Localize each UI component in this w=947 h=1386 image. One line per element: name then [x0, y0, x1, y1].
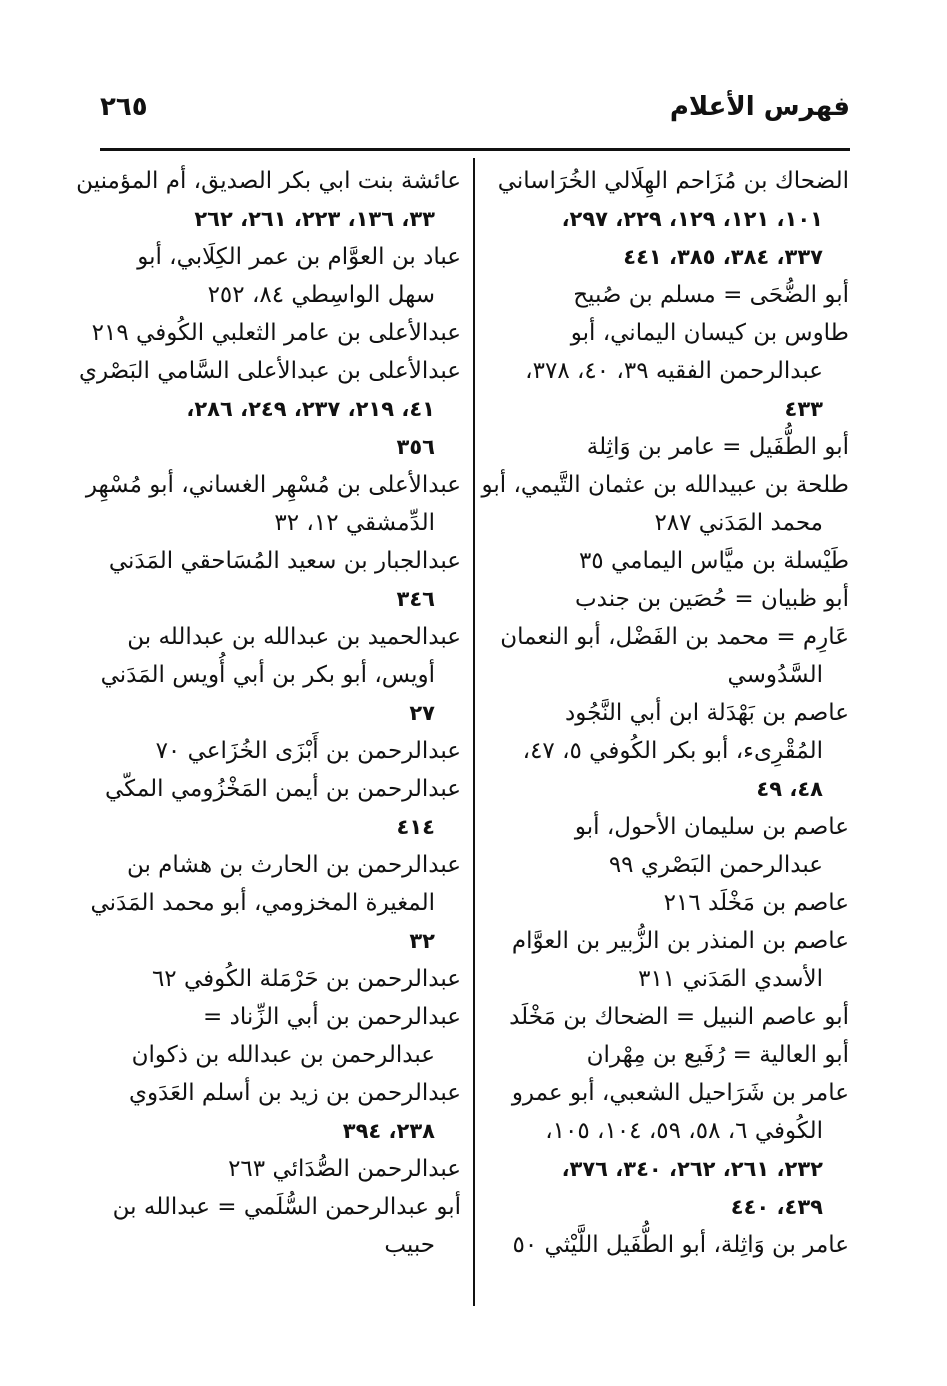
index-entry — [487, 998, 849, 1036]
index-entry-continuation: الكُوفي ٦، ٥٨، ٥٩، ١٠٤، ١٠٥، — [545, 1118, 823, 1144]
index-entry-continuation: المغيرة المخزومي، أبو محمد المَدَني — [90, 890, 435, 916]
index-entry-heading: عبدالحميد بن عبدالله بن عبدالله بن — [127, 624, 461, 650]
index-entry-continuation: ٢٣٨، ٣٩٤ — [342, 1119, 435, 1143]
index-entry-continuation: ٣٣، ١٣٦، ٢٢٣، ٢٦١، ٢٦٢ — [194, 207, 435, 231]
index-entry-heading: عبدالأعلى بن عامر الثعلبي الكُوفي ٢١٩ — [91, 320, 461, 346]
index-entry — [487, 922, 849, 998]
index-entry-heading: طاوس بن كيسان اليماني، أبو — [570, 320, 849, 346]
index-entry-heading: عبدالرحمن بن أَبْزَى الخُزَاعي ٧٠ — [155, 738, 461, 764]
index-entry — [487, 314, 849, 428]
index-entry-heading: عامر بن وَاثِلة، أبو الطُّفَيل اللَّيْثي ٥٠ — [512, 1232, 849, 1258]
index-entry — [78, 352, 461, 466]
index-column-right — [481, 162, 849, 1264]
index-entry-heading: أبو الطُّفَيل = عامر بن وَاثِلة — [586, 434, 849, 460]
index-entry — [487, 580, 849, 618]
index-entry — [99, 960, 461, 998]
index-entry-continuation: ٣٥٦ — [396, 435, 435, 459]
index-entry-continuation: ٣٣٧، ٣٨٤، ٣٨٥، ٤٤١ — [623, 245, 823, 269]
index-entry — [99, 998, 461, 1074]
index-entry — [487, 618, 849, 694]
index-entry-heading: أبو عاصم النبيل = الضحاك بن مَخْلَد — [509, 1004, 849, 1030]
index-entry-heading: عبدالرحمن بن أبي الزِّناد = — [203, 1004, 461, 1030]
index-entry-heading: طَيْسلة بن ميَّاس اليمامي ٣٥ — [578, 548, 849, 574]
running-title: فهرس الأعلام — [669, 92, 850, 122]
index-entry — [487, 428, 849, 466]
index-entry-heading: عبدالجبار بن سعيد المُسَاحقي المَدَني — [108, 548, 461, 574]
index-entry — [99, 770, 461, 846]
index-entry — [487, 276, 849, 314]
index-entry — [99, 1150, 461, 1188]
index-entry — [487, 542, 849, 580]
index-entry-continuation: السَّدُوسي — [727, 662, 823, 688]
index-entry-continuation: ١٠١، ١٢١، ١٢٩، ٢٢٩، ٢٩٧، — [561, 207, 823, 231]
index-entry — [99, 618, 461, 732]
index-entry-heading: عبدالرحمن الصُّدَائي ٢٦٣ — [228, 1156, 461, 1182]
index-entry-continuation: الدِّمشقي ١٢، ٣٢ — [274, 510, 435, 536]
index-entry — [487, 1074, 849, 1226]
index-entry-heading: عبدالرحمن بن أيمن المَخْزُومي المكّي — [105, 776, 461, 802]
index-entry-heading: عباد بن العوَّام بن عمر الكِلَابي، أبو — [137, 244, 461, 270]
index-entry-continuation: ٣٤٦ — [396, 587, 435, 611]
index-entry — [99, 732, 461, 770]
index-entry-continuation: ٣٢ — [409, 929, 435, 953]
index-entry-continuation: ٤٣٩، ٤٤٠ — [730, 1195, 823, 1219]
index-entry-heading: أبو عبدالرحمن السُّلَمي = عبدالله بن — [112, 1194, 461, 1220]
index-entry-heading: عبدالأعلى بن عبدالأعلى السَّامي البَصْري — [78, 358, 461, 384]
index-entry-continuation: الأسدي المَدَني ٣١١ — [638, 966, 823, 992]
index-entry-continuation: عبدالرحمن البَصْري ٩٩ — [608, 852, 823, 878]
index-entry-heading: عائشة بنت ابي بكر الصديق، أم المؤمنين — [76, 168, 461, 194]
index-entry — [99, 1188, 461, 1264]
index-entry-continuation: ٤٣٣ — [784, 397, 823, 421]
index-entry — [91, 314, 461, 352]
index-entry — [487, 1226, 849, 1264]
index-entry — [76, 162, 461, 238]
index-entry-continuation: ٤١٤ — [396, 815, 435, 839]
page-number: ٢٦٥ — [100, 92, 148, 122]
index-entry-continuation: المُقْرِىء، أبو بكر الكُوفي ٥، ٤٧، — [522, 738, 823, 764]
index-entry-continuation: حبيب — [384, 1232, 435, 1258]
index-entry-heading: عاصم بن سليمان الأحول، أبو — [574, 814, 849, 840]
index-entry — [90, 846, 461, 960]
index-entry-heading: عبدالأعلى بن مُسْهِر الغساني، أبو مُسْهِر — [85, 472, 461, 498]
index-entry-continuation: عبدالرحمن بن عبدالله بن ذكوان — [131, 1042, 435, 1068]
index-entry-continuation: أويس، أبو بكر بن أبي أُويس المَدَني — [100, 662, 435, 688]
index-entry — [99, 1074, 461, 1150]
index-entry-heading: عاصم بن بَهْدَلة ابن أبي النَّجُود — [564, 700, 849, 726]
index-entry-continuation: ٤١، ٢١٩، ٢٣٧، ٢٤٩، ٢٨٦، — [186, 397, 435, 421]
index-entry — [487, 694, 849, 808]
index-entry-heading: عَارِم = محمد بن الفَضْل، أبو النعمان — [500, 624, 849, 650]
index-entry-continuation: سهل الواسِطي ٨٤، ٢٥٢ — [207, 282, 435, 308]
index-entry — [85, 466, 461, 542]
index-entry-heading: أبو ظبيان = حُصَين بن جندب — [575, 586, 849, 612]
index-entry-heading: عاصم بن المنذر بن الزُّبير بن العوَّام — [511, 928, 849, 954]
index-entry-heading: الضحاك بن مُزَاحم الهِلَالي الخُرَاساني — [497, 168, 849, 194]
header-rule — [100, 148, 850, 151]
index-entry-continuation: محمد المَدَني ٢٨٧ — [654, 510, 823, 536]
index-entry — [487, 1036, 849, 1074]
index-entry-heading: عبدالرحمن بن الحارث بن هشام بن — [126, 852, 461, 878]
index-entry — [481, 466, 849, 542]
index-entry-continuation: عبدالرحمن الفقيه ٣٩، ٤٠، ٣٧٨، — [525, 358, 823, 384]
index-entry-heading: عاصم بن مَخْلَد ٢١٦ — [663, 890, 849, 916]
index-entry-heading: عبدالرحمن بن زيد بن أسلم العَدَوي — [128, 1080, 461, 1106]
index-entry — [487, 884, 849, 922]
index-entry-continuation: ٢٣٢، ٢٦١، ٢٦٢، ٣٤٠، ٣٧٦، — [561, 1157, 823, 1181]
index-entry-heading: طلحة بن عبيدالله بن عثمان التَّيمي، أبو — [481, 472, 849, 498]
index-entry-heading: أبو العالية = رُفَيع بن مِهْران — [586, 1042, 849, 1068]
page-header — [100, 92, 850, 132]
index-column-left — [76, 162, 461, 1264]
index-entry — [487, 808, 849, 884]
column-divider — [473, 158, 475, 1306]
index-entry-heading: أبو الضُّحَى = مسلم بن صُبيح — [573, 282, 849, 308]
index-entry-continuation: ٢٧ — [409, 701, 435, 725]
index-entry — [487, 162, 849, 276]
index-entry-continuation: ٤٨، ٤٩ — [756, 777, 823, 801]
index-entry-heading: عامر بن شَرَاحيل الشعبي، أبو عمرو — [511, 1080, 849, 1106]
index-entry — [99, 238, 461, 314]
index-entry — [99, 542, 461, 618]
index-entry-heading: عبدالرحمن بن حَرْمَلة الكُوفي ٦٢ — [151, 966, 461, 992]
